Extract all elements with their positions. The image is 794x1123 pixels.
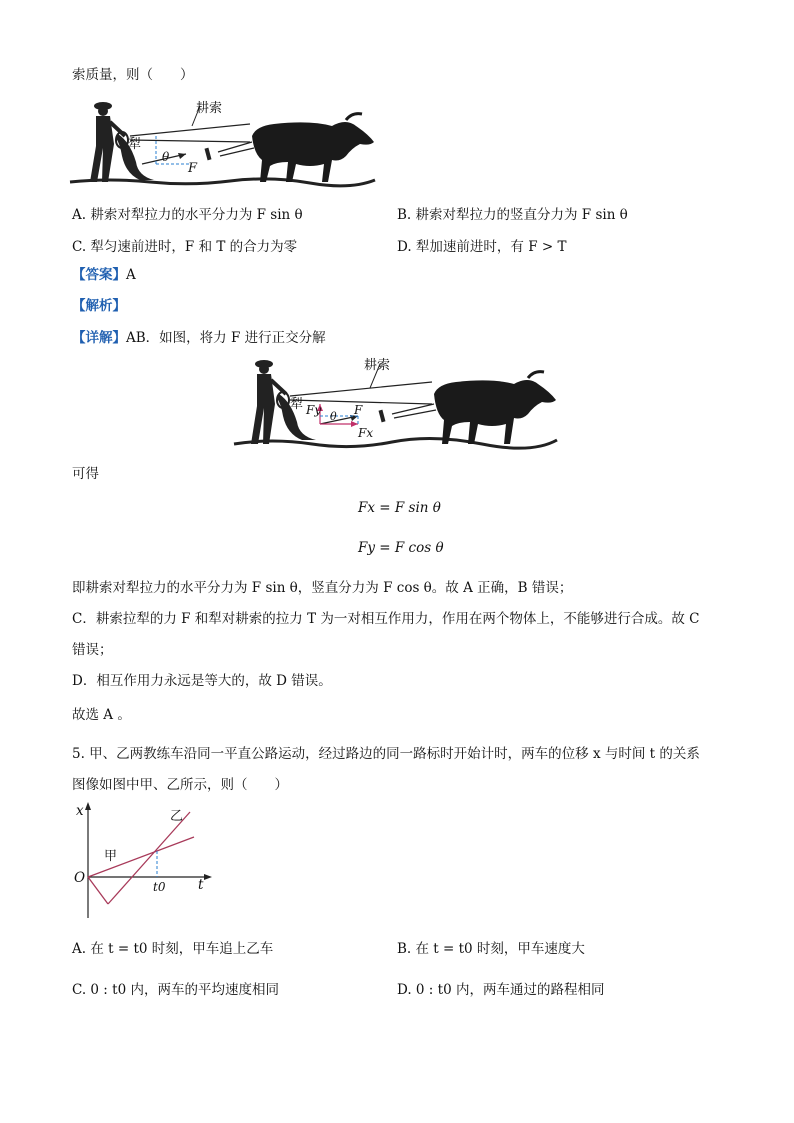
graph-label-yi: 乙 (170, 809, 184, 824)
fig2-theta-label: θ (330, 410, 337, 423)
q5-option-c: C. 0 : t0 内，两车的平均速度相同 (72, 982, 279, 998)
explain-c1: C．耕索拉犁的力 F 和犁对耕索的拉力 T 为一对相互作用力，作用在两个物体上，不能够进行合成。故 C (72, 611, 700, 627)
graph-t0-label: t0 (153, 880, 166, 894)
explain-c2: 错误； (72, 642, 113, 658)
detail-line (72, 329, 326, 347)
equation-fx: Fx = F sin θ (358, 500, 441, 516)
keyi-line: 可得 (72, 466, 99, 482)
graph-y-axis-label: x (76, 803, 84, 819)
graph-origin-label: O (74, 870, 86, 886)
explain-ab: 即耕索对犁拉力的水平分力为 F sin θ，竖直分力为 F cos θ。故 A 正确，B 错误； (72, 580, 573, 596)
detail-intro: AB．如图，将力 F 进行正交分解 (126, 330, 326, 346)
q5-stem-2: 图像如图中甲、乙所示，则（ ） (72, 777, 288, 793)
choose-line: 故选 A 。 (72, 707, 131, 723)
q4-option-d: D. 犁加速前进时，有 F > T (397, 239, 567, 255)
q5-stem-1: 5. 甲、乙两教练车沿同一平直公路运动，经过路边的同一路标时开始计时，两车的位移 x 与时间 t 的关系 (72, 746, 700, 762)
fig1-plow-label: 犁 (128, 137, 142, 152)
fig2-fx-label: Fx (358, 426, 374, 440)
graph-label-jia: 甲 (104, 849, 118, 864)
q4-stem-tail: 索质量，则（ ） (72, 67, 194, 83)
q5-option-d: D. 0 : t0 内，两车通过的路程相同 (397, 982, 605, 998)
fig2-f-label: F (354, 403, 363, 417)
plowing-figure-2 (232, 352, 562, 452)
plowing-figure-1 (70, 96, 380, 188)
answer-value: A (126, 267, 136, 283)
graph-x-axis-label: t (198, 877, 204, 893)
explain-d: D．相互作用力永远是等大的，故 D 错误。 (72, 673, 332, 689)
q5-option-b: B. 在 t = t0 时刻，甲车速度大 (397, 941, 585, 957)
fig1-force-label: F (188, 161, 198, 176)
answer-line (72, 266, 136, 284)
xt-graph (70, 800, 220, 922)
analysis-line (72, 297, 126, 315)
fig1-theta-label: θ (162, 150, 170, 164)
fig2-rope-label: 耕索 (364, 358, 391, 373)
fig2-plow-label: 犁 (290, 397, 304, 412)
q4-option-b: B. 耕索对犁拉力的竖直分力为 F sin θ (397, 207, 628, 223)
equation-fy: Fy = F cos θ (358, 540, 444, 556)
fig2-fy-label: Fy (306, 403, 322, 417)
analysis-tag: 【解析】 (72, 298, 126, 314)
fig1-rope-label: 耕索 (196, 101, 223, 116)
answer-tag: 【答案】 (72, 267, 126, 283)
q4-option-a: A. 耕索对犁拉力的水平分力为 F sin θ (72, 207, 303, 223)
q5-option-a: A. 在 t = t0 时刻，甲车追上乙车 (72, 941, 274, 957)
q4-option-c: C. 犁匀速前进时，F 和 T 的合力为零 (72, 239, 298, 255)
detail-tag: 【详解】 (72, 330, 126, 346)
